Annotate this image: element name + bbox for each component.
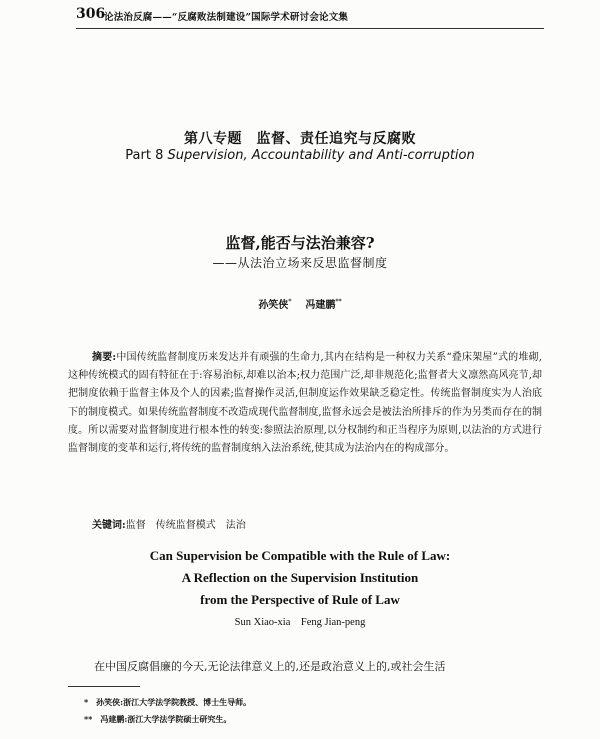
- english-authors: Sun Xiao-xia Feng Jian-peng: [234, 617, 366, 628]
- page-number: 306: [76, 6, 106, 22]
- author-2: 冯建鹏: [305, 300, 336, 311]
- abstract-text: 中国传统监督制度历来发达并有顽强的生命力,其内在结构是一种权力关系“叠床架屋”式的堆砌,这种传统模式的固有特征在于:容易治标,却难以治本;权力范围广泛,却非规范化;监督者大义凛然高风亮节,却把制度依赖于监督主体及个人的因素;监督操作灵活,但制度运作效果缺乏稳定性。传统监督制度实为人治底下的制度模式。如果传统监督制度不改造成现代监督制度,监督永远会是被法治所排斥的作为另类而存在的制度。所以需要对监督制度进行根本性的转变:参照法治原理,以分权制约和正当程序为原则,以法治的方式进行监督制度的变革和运行,将传统的监督制度纳入法治系统,使其成为法治内在的构成部分。: [68, 352, 542, 455]
- running-title: 论法治反腐——“反腐败法制建设”国际学术研讨会论文集: [104, 12, 349, 23]
- english-title-line-1: Can Supervision be Compatible with the Rule of Law:: [149, 548, 451, 563]
- topic-title-cn: 第八专题 监督、责任追究与反腐败: [184, 131, 416, 147]
- author-2-mark: **: [335, 298, 342, 306]
- article-title: 监督,能否与法治兼容?: [225, 234, 375, 252]
- authors: [0, 296, 600, 311]
- topic-en-italic: Supervision, Accountability and Anti-corruption: [167, 148, 475, 163]
- english-title-line-3: from the Perspective of Rule of Law: [200, 592, 400, 607]
- abstract-label: 摘要:: [92, 352, 117, 363]
- footnote-1: * 孙笑侠:浙江大学法学院教授、博士生导师。: [84, 697, 252, 707]
- keywords-label: 关键词:: [92, 520, 126, 531]
- footnote-2: ** 冯建鹏:浙江大学法学院硕士研究生。: [84, 714, 232, 724]
- header-rule: [76, 28, 544, 29]
- english-title-line-2: A Reflection on the Supervision Institution: [181, 570, 419, 585]
- keywords: [92, 516, 246, 531]
- topic-title-en: [0, 148, 600, 163]
- topic-en-prefix: Part 8: [125, 148, 168, 163]
- abstract: [68, 349, 542, 458]
- article-subtitle: ——从法治立场来反思监督制度: [212, 256, 388, 270]
- keywords-items: 监督 传统监督模式 法治: [125, 520, 246, 531]
- body-first-line: 在中国反腐倡廉的今天,无论法律意义上的,还是政治意义上的,或社会生活: [94, 660, 446, 673]
- footnote-rule: [68, 686, 140, 687]
- author-1: 孙笑侠: [258, 300, 289, 311]
- author-1-mark: *: [288, 298, 292, 306]
